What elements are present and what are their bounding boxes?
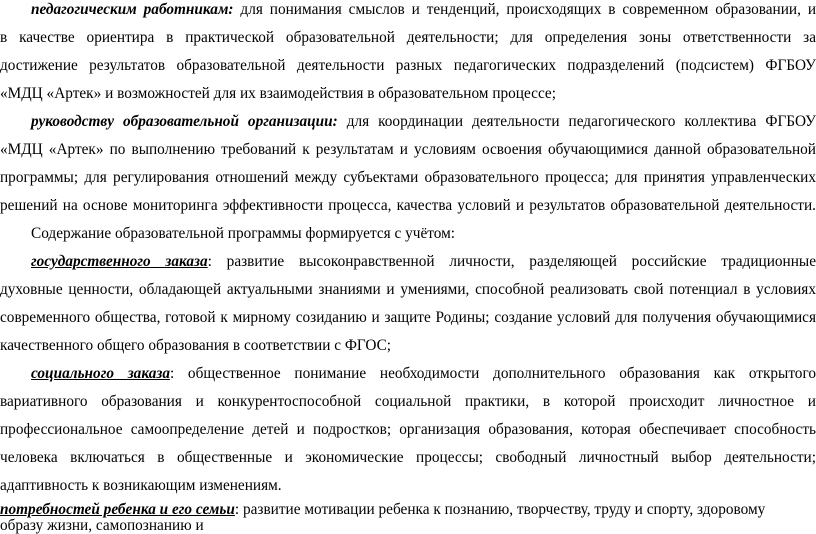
paragraph-5-line-4: человека включаться в общественные и экономические процессы; свободный личностный выбор деятельности; bbox=[0, 449, 816, 466]
paragraph-4-line-1 bbox=[0, 252, 816, 272]
paragraph-text: для понимания смыслов и тенденций, происходящих в современном образовании, и bbox=[233, 1, 816, 18]
paragraph-5-line-5: адаптивность к возникающим изменениям. bbox=[0, 477, 282, 494]
paragraph-5-line-1 bbox=[0, 364, 816, 384]
term-teachers: педагогическим работникам: bbox=[31, 1, 234, 18]
paragraph-6-line-2: образу жизни, самопознанию и bbox=[0, 517, 204, 534]
paragraph-4-line-4: качественного общего образования в соответствии с ФГОС; bbox=[0, 337, 392, 354]
paragraph-1-line-2: в качестве ориентира в практической образовательной деятельности; для определения зоны ответственности за bbox=[0, 29, 816, 46]
paragraph-text: : развитие мотивации ребенка к познанию, творчеству, труду и спорту, здоровому bbox=[234, 501, 766, 518]
paragraph-1-line-4: «МДЦ «Артек» и возможностей для их взаимодействия в образовательном процессе; bbox=[0, 85, 556, 102]
paragraph-4-line-3: современного общества, готовой к мирному созиданию и защите Родины; создание условий для получения обучающимися bbox=[0, 309, 816, 326]
paragraph-5-line-3: профессиональное самоопределение детей и подростков; организация образования, которая обеспечивает способность bbox=[0, 421, 816, 438]
paragraph-2-line-4: решений на основе мониторинга эффективности процесса, качества условий и результатов образовательной деятельности. bbox=[0, 197, 816, 214]
paragraph-2-line-2: «МДЦ «Артек» по выполнению требований к результатам и условиям освоения обучающимися данной образовательной bbox=[0, 141, 816, 158]
term-social-order: социального заказа bbox=[31, 365, 170, 382]
paragraph-2-line-1 bbox=[0, 112, 816, 132]
paragraph-3-line-1: Содержание образовательной программы формируется с учётом: bbox=[31, 225, 456, 242]
paragraph-4-line-2: духовные ценности, обладающей актуальными знаниями и умениями, способной реализовать свой потенциал в условиях bbox=[0, 281, 816, 298]
paragraph-text: : развитие высоконравственной личности, разделяющей российские традиционные bbox=[207, 253, 816, 270]
paragraph-2-line-3: программы; для регулирования отношений между субъектами образовательного процесса; для принятия управленческих bbox=[0, 169, 816, 186]
term-state-order: государственного заказа bbox=[31, 253, 208, 270]
term-child-family-needs: потребностей ребенка и его семьи bbox=[0, 501, 235, 518]
paragraph-1-line-1 bbox=[0, 0, 816, 20]
paragraph-6-line-1 bbox=[0, 501, 816, 518]
paragraph-5-line-2: вариативного образования и конкурентоспособной социальной практики, в которой происходит личностное и bbox=[0, 393, 816, 410]
paragraph-text: : общественное понимание необходимости дополнительного образования как открытого bbox=[169, 365, 816, 382]
term-management: руководству образовательной организации: bbox=[31, 113, 338, 130]
paragraph-1-line-3: достижение результатов образовательной деятельности разных педагогических подразделений (подсистем) ФГБОУ bbox=[0, 57, 816, 74]
paragraph-text: для координации деятельности педагогического коллектива ФГБОУ bbox=[337, 113, 816, 130]
